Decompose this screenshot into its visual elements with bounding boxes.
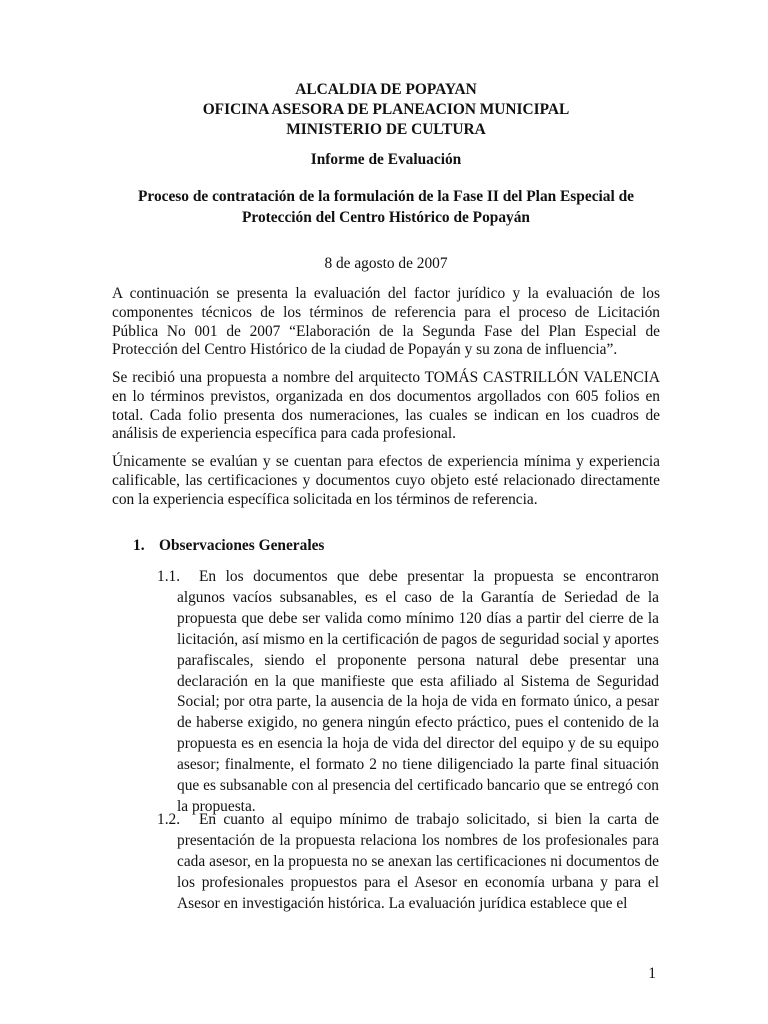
item-text: En cuanto al equipo mínimo de trabajo solicitado, si bien la carta de presentación de la propuesta relaciona los nombres de los profesionales para cada asesor, en la propuesta no se anexan las certificaciones ni documentos de los profesionales propuestos para el Asesor en economía urbana y para el Asesor en investigación histórica. La evaluación jurídica establece que el	[177, 811, 659, 912]
item-number: 1.2.	[157, 811, 181, 828]
header-line-alcaldia: ALCALDIA DE POPAYAN	[295, 81, 477, 98]
intro-paragraph: A continuación se presenta la evaluación del factor jurídico y la evaluación de los componentes técnicos de los términos de referencia para el proceso de Licitación Pública No 001 de 2007 “Elaboración de la Segunda Fase del Plan Especial de Protección del Centro Histórico de la ciudad de Popayán y su zona de influencia”.	[112, 285, 660, 359]
header-line-oficina: OFICINA ASESORA DE PLANEACION MUNICIPAL	[202, 101, 570, 118]
section-title: Observaciones Generales	[159, 537, 325, 554]
section-heading	[133, 536, 324, 556]
evaluation-criteria-paragraph: Únicamente se evalúan y se cuentan para efectos de experiencia mínima y experiencia calificable, las certificaciones y documentos cuyo objeto esté relacionado directamente con la experiencia específica solicitada en los términos de referencia.	[112, 453, 660, 508]
header-line-ministerio: MINISTERIO DE CULTURA	[286, 121, 486, 138]
document-date: 8 de agosto de 2007	[324, 255, 448, 272]
item-number: 1.1.	[157, 568, 181, 585]
proposal-paragraph: Se recibió una propuesta a nombre del arquitecto TOMÁS CASTRILLÓN VALENCIA en lo términos previstos, organizada en dos documentos argollados con 605 folios en total. Cada folio presenta dos numeraciones, las cuales se indican en los cuadros de análisis de experiencia específica para cada profesional.	[112, 369, 660, 443]
page-number: 1	[648, 965, 656, 982]
document-header	[112, 80, 660, 140]
item-text: En los documentos que debe presentar la propuesta se encontraron algunos vacíos subsanables, es el caso de la Garantía de Seriedad de la propuesta que debe ser valida como mínimo 120 días a partir del cierre de la licitación, así mismo en la certificación de pagos de seguridad social y aportes parafiscales, siendo el proponente persona natural debe presentar una declaración en la que manifieste que esta afiliado al Sistema de Seguridad Social; por otra parte, la ausencia de la hoja de vida en formato único, a pesar de haberse exigido, no genera ningún efecto práctico, pues el contenido de la propuesta es en esencia la hoja de vida del director del equipo y de su equipo asesor; finalmente, el formato 2 no tiene diligenciado la parte final situación que es subsanable con al presencia del certificado bancario que se entregó con la propuesta.	[177, 568, 659, 815]
report-title: Informe de Evaluación	[310, 151, 462, 168]
section-number: 1.	[133, 537, 145, 554]
list-item	[157, 567, 659, 818]
process-title: Proceso de contratación de la formulación de la Fase II del Plan Especial de Protección del Centro Histórico de Popayán	[137, 188, 635, 226]
list-item	[157, 810, 659, 915]
